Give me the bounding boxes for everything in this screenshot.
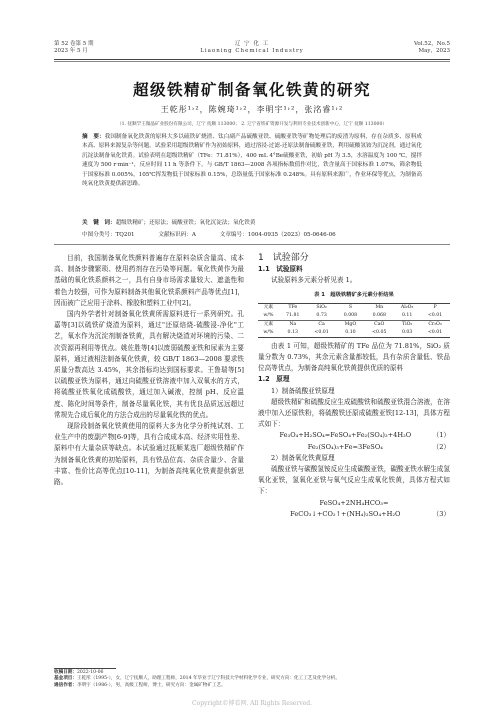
table-cell: 0.13 <box>279 329 307 338</box>
intro-paragraph-3: 现阶段制备氧化铁黄使用的原料大多为化学分析纯试剂、工业生产中的废副产物[6-9]等，具有合成成本高、经济实用性差、原料中有大量杂质等缺点。本试验通过抚顺某选厂超级铁精矿作为制备氧化铁黄的初始原料，具有铁品位高、杂质含量少、含量丰富、性价比高等优点[10-11]，为制备高纯氧化铁黄提供新思路。 <box>54 422 244 487</box>
table-cell: 0.10 <box>337 329 365 338</box>
equation-3-line-1 <box>258 498 450 509</box>
issue-date-en: May，2023 <box>418 48 450 54</box>
equation-2-number: （2） <box>432 442 450 451</box>
table-cell: 71.81 <box>286 312 300 318</box>
equation-1 <box>258 430 450 441</box>
document-code: 文献标识码：A <box>158 232 196 238</box>
table-row <box>258 320 450 329</box>
table-cell: w/% <box>263 312 274 318</box>
table-cell: Cr₂O₃ <box>420 320 450 329</box>
table-row <box>258 312 450 321</box>
footnote-rule <box>54 668 116 669</box>
table-cell: Ca <box>307 320 337 329</box>
table-cell: TFe <box>279 303 307 312</box>
element-analysis-table <box>258 303 450 338</box>
table-cell: S <box>337 303 365 312</box>
clc-number: 中图分类号：TQ201 <box>82 232 135 238</box>
abstract-text: 我国制备氧化铁黄的原料大多以硫铁矿烧渣、钛白副产品硫酸亚铁、硫酸亚铁等矿物处理后的废渣为原料，存在杂质多、原料成本高、原料来源复杂等问题。试验采用超级铁精矿作为初始原料，通过溶浸-过滤-还原法制备硫酸亚铁，利用硫酸氢铵为沉淀剂，通过氧化沉淀法制备氧化铁黄。试验表明在超级铁精矿（TFe：71.81%），400 mL 4°Be硫酸亚铁，初始 pH 为 3.5，水溶温度为 100 ℃，搅拌速度为 500 r·min⁻¹，反应时间 11 h 等条件下，与 GB/T 1863—2008 各项指标数值作对比，铁含量高于国家标准 1.07%，筛余物低于国家标准 0.005%，105℃挥发物低于国家标准 0.15%，总铬量低于国家标准 0.248%。具有原料来源广，作业环保等优点，为制备高纯氧化铁黄提供新思路。 <box>82 134 423 188</box>
table-cell: Al₂O₃ <box>394 303 420 312</box>
article-number: 文章编号：1004-0935（2023）05-0646-06 <box>219 232 336 238</box>
principle-text-2: 硫酸亚铁与碳酸氢铵反应生成碳酸亚铁，碳酸亚铁水解生成氢氧化亚铁，氢氧化亚铁与氧气反应生成氧化铁黄，具体方程式如下： <box>258 465 450 496</box>
principle-item-1: 1）制备硫酸亚铁原理 <box>271 386 335 395</box>
footnote-received-label: 收稿日期： <box>54 670 77 675</box>
table-row <box>258 303 450 312</box>
volume-issue-en: Vol.52，No.5 <box>413 41 450 47</box>
table-cell: Mn <box>364 303 394 312</box>
principle-item-2: 2）制备氧化铁黄原理 <box>271 453 335 462</box>
table-cell: MgO <box>337 320 365 329</box>
footnote-correspondence <box>54 683 450 689</box>
table-cell: 0.008 <box>343 312 358 318</box>
journal-name-en: Liaoning Chemical Industry <box>200 48 304 54</box>
table-cell: 元素 <box>258 303 279 312</box>
table-cell: <0.01 <box>307 329 337 338</box>
equation-2-formula: Fe₂(SO₄)₃+Fe=3FeSO₄ <box>307 442 383 451</box>
table-cell: 0.068 <box>372 312 386 318</box>
header-rule-thin <box>54 61 450 62</box>
equation-1-formula: Fe₃O₄+H₂SO₄=FeSO₄+Fe₂(SO₄)₃+4H₂O <box>279 431 412 440</box>
keywords-label: 关 键 词： <box>82 220 116 226</box>
footnotes <box>54 670 450 689</box>
journal-name-cn: 辽 宁 化 工 <box>234 41 270 47</box>
footnote-correspondence-label: 通信作者： <box>54 682 77 688</box>
paper-title: 超级铁精矿制备氧化铁黄的研究 <box>132 81 371 99</box>
equation-1-number: （1） <box>432 431 450 440</box>
article-meta <box>82 230 422 238</box>
table-cell: w/% <box>258 329 279 338</box>
equation-3-number: （3） <box>432 509 450 518</box>
abstract-label: 摘 要： <box>82 134 105 140</box>
subsection-heading-materials: 1.1 试验原料 <box>258 265 303 274</box>
equation-3-line-2 <box>258 509 450 520</box>
table-cell: P <box>420 303 450 312</box>
left-column <box>54 253 244 488</box>
intro-paragraph-2: 国内外学者针对制备氧化铁黄所需原料进行一系列研究。孔嘉等[3]以硫铁矿烧渣为原料，通过"还原焙烧-硫酸浸-净化"工艺，氧水作为沉淀剂制备铁黄，具有解决烧渣对环境的污染、二次资源再利用等优点。姚佐胜等[4]以废弱硫酸亚铁和尿素为主要原料，通过液相法制备氧化铁黄，较 GB/T 1863—2008 要求铁质量分数高达 3.45%，其余指标均达到国标要求。王鲁瑞等[5]以硫酸亚铁为原料，通过向硫酸亚铁溶液中加入双氧水的方式，将硫酸亚铁氧化成硫酸铁，通过加入碱液，控制 pH、反应温度、陈化时间等条件，制备尽量氧化铁，其有优良品质远远超过常规先合成后氧化的方法合成出的尽量氧化铁的优点。 <box>54 310 244 419</box>
table-cell: 0.11 <box>401 312 413 318</box>
table-discussion: 由表 1 可知，超级铁精矿的 TFe 品位为 71.81%，SiO₂ 质量分数为 0.73%，其余元素含量都较低，具有杂质含量低、铁品位高等优点，为制备高纯氧化铁黄提供优质的原料 <box>258 341 450 373</box>
subsection-heading-principle: 1.2 原理 <box>258 375 290 384</box>
table-cell: <0.01 <box>427 312 443 318</box>
table-cell: <0.05 <box>364 329 394 338</box>
header-rule <box>54 59 450 60</box>
equation-3-formula-part1: FeSO₄+2NH₄HCO₃= <box>319 498 389 507</box>
table-cell: 元素 <box>258 320 279 329</box>
footnote-author-text: 王乾彤（1995-），女，辽宁抚顺人，助理工程师，2014 年毕业于辽宁科技大学材料化学专业，研究方向：化工工艺及化学分析。 <box>76 676 340 682</box>
equation-3-formula-part2: FeCO₃↓+CO₂↑+(NH₄)₂SO₄+H₂O <box>290 509 401 518</box>
table-cell: Na <box>279 320 307 329</box>
table-cell: SiO₂ <box>307 303 337 312</box>
footnote-author-label: 基金项目： <box>54 676 77 682</box>
table-cell: CaO <box>364 320 394 329</box>
paper-authors: 王乾彤¹˒²，陈婉琦¹˒²，李明宇¹˒²，张洺睿¹˒² <box>160 105 344 114</box>
table-row <box>258 329 450 338</box>
footnote-correspondence-text: 李明宇（1986-），男，高级工程师，博士，研究方向：金属矿物矿工艺。 <box>76 682 226 688</box>
author-affiliation: （1. 抚顺罕王微晶矿业股份有限公司，辽宁 抚顺 113000； 2. 辽宁省铁矿资源开发与利用专业技术创新中心，辽宁 抚顺 113000） <box>117 122 387 127</box>
keywords <box>82 218 422 226</box>
materials-text: 试验原料多元素分析见表 1。 <box>271 276 357 285</box>
copyright-watermark: Copyright©博看网. All Rights Reserved. <box>191 700 313 707</box>
footnote-received-text: 2022-10-06 <box>76 670 104 675</box>
volume-issue: 第 52 卷第 5 期 <box>54 41 94 47</box>
journal-volume-info-en <box>414 41 450 55</box>
table-cell: 0.03 <box>394 329 420 338</box>
abstract <box>82 133 422 189</box>
table-cell: <0.01 <box>420 329 450 338</box>
issue-date: 2023 年 5 月 <box>54 48 88 54</box>
section-heading-experiment: 1 试验部分 <box>258 253 309 263</box>
principle-text-1: 超级铁精矿和硫酸反应生成硫酸铁和硫酸亚铁混合溶液，在溶液中加入还原铁粉，将硫酸铁还原成硫酸亚铁[12-13]，具体方程式如下： <box>258 397 450 429</box>
right-column <box>258 253 450 520</box>
intro-paragraph-1: 目前，我国制备氧化铁颜料普遍存在原料杂质含量高、成本高、制备步骤繁琐、使用药剂存在污染等问题。氧化铁黄作为最基础的氧化铁系颜料之一，具有自身市场需求量较大、遮盖性和着色力较强，可作为原料制备其他氧化铁系颜料产品等优点[1]，因而被广泛应用于涂料、橡胶和塑料工业中[2]。 <box>54 254 244 307</box>
abstract-rule <box>54 244 450 245</box>
table-title: 表 1 超级铁精矿多元素分析结果 <box>314 291 394 298</box>
keywords-text: 超级铁精矿；还原法；硫酸亚铁；氧化沉淀法；氧化铁黄 <box>115 220 256 226</box>
equation-2 <box>258 442 450 453</box>
table-cell: 0.73 <box>316 312 327 318</box>
table-cell: TiO₂ <box>394 320 420 329</box>
